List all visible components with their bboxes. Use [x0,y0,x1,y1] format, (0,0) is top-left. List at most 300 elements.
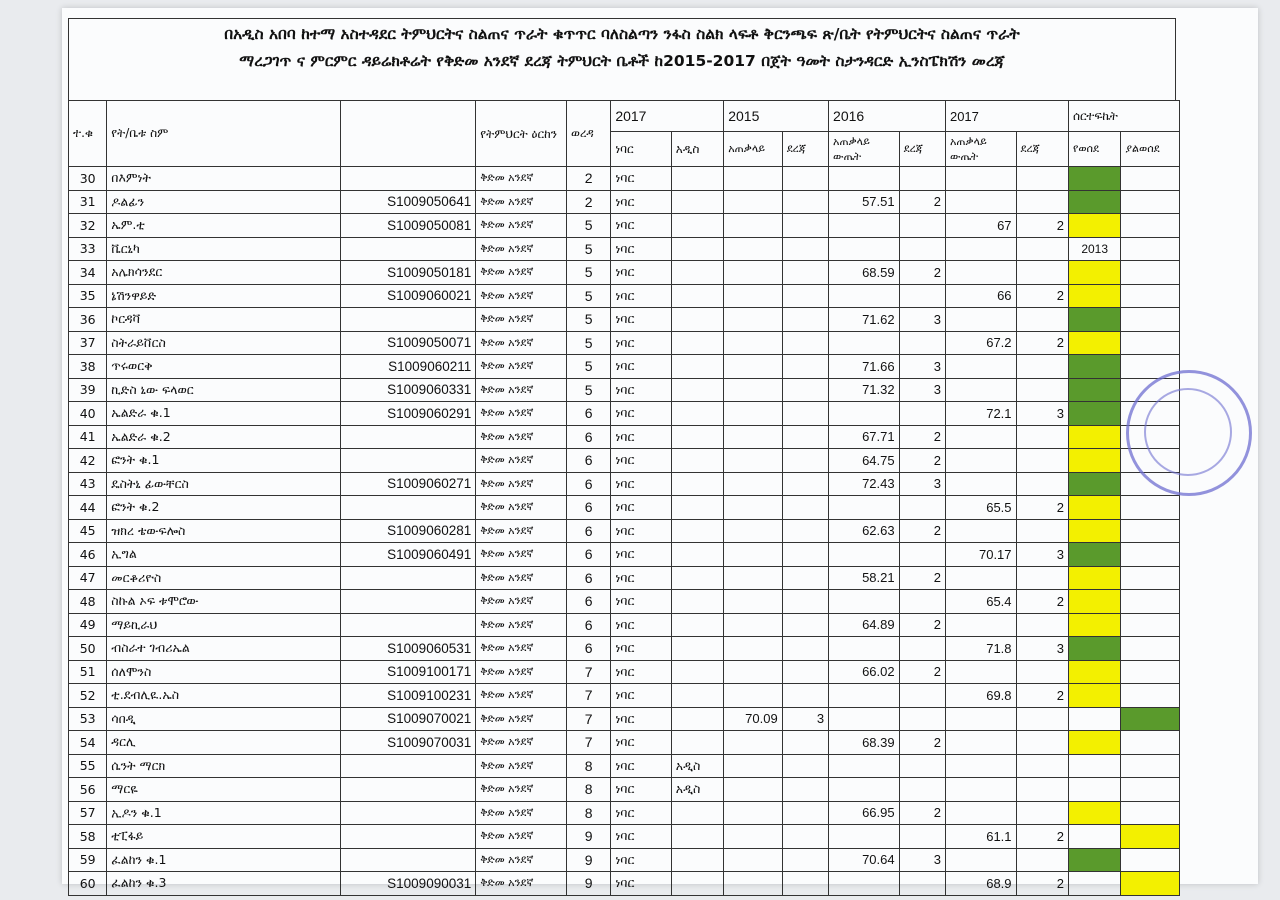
cell-rank-2017 [1016,167,1068,191]
cell-rank-2015 [782,731,828,755]
cell-status: ነባር [611,684,671,708]
cell-level: ቅድመ አንደኛ [476,543,567,567]
cell-no: 49 [69,613,107,637]
cell-level: ቅድመ አንደኛ [476,684,567,708]
cell-level: ቅድመ አንደኛ [476,355,567,379]
cell-score-2017 [945,190,1016,214]
cell-rank-2017: 2 [1016,496,1068,520]
cell-level: ቅድመ አንደኛ [476,590,567,614]
cell-score-2017 [945,778,1016,802]
cell-rank-2015 [782,378,828,402]
cell-status: ነባር [611,190,671,214]
cell-score-2017: 68.9 [945,872,1016,896]
cell-new [671,707,723,731]
cell-score-2015 [724,331,782,355]
cell-rank-2016: 2 [899,613,945,637]
cell-new [671,613,723,637]
cell-school-name: ዝክረ ቴውፍሎስ [107,519,341,543]
cell-new [671,214,723,238]
cell-cert-taken [1068,590,1120,614]
cell-status: ነባር [611,801,671,825]
cell-no: 40 [69,402,107,426]
cell-school-name: ቲ.ደብሊዪ.ኤስ [107,684,341,708]
cell-rank-2015 [782,472,828,496]
table-row [69,684,1180,708]
cell-score-2015 [724,684,782,708]
cell-woreda: 5 [566,308,610,332]
cell-score-2016: 71.66 [829,355,900,379]
cell-rank-2016: 2 [899,731,945,755]
cell-score-2015 [724,284,782,308]
cell-cert-taken [1068,402,1120,426]
cell-status: ነባር [611,284,671,308]
cell-status: ነባር [611,613,671,637]
cell-cert-taken [1068,707,1120,731]
cell-score-2016: 62.63 [829,519,900,543]
cell-rank-2015 [782,449,828,473]
cell-score-2016 [829,543,900,567]
cell-rank-2017 [1016,848,1068,872]
cell-cert-taken [1068,801,1120,825]
table-row [69,331,1180,355]
cell-no: 36 [69,308,107,332]
cell-score-2017: 66 [945,284,1016,308]
cell-rank-2016 [899,496,945,520]
cell-cert-not-taken [1121,778,1180,802]
title-line-1: በአዲስ አበባ ከተማ አስተዳደር ትምህርትና ስልጠና ጥራት ቁጥጥር ባለስልጣን ንፋስ ስልክ ላፍቶ ቅርንጫፍ ጽ/ቤት የትምህርትና ስልጠና ጥራት [224,25,1020,43]
cell-score-2017 [945,425,1016,449]
cell-status: ነባር [611,449,671,473]
cell-score-2015 [724,637,782,661]
table-row [69,707,1180,731]
cell-rank-2016: 2 [899,660,945,684]
cell-code [341,825,476,849]
cell-rank-2017: 2 [1016,684,1068,708]
header-2017-scores: 2017 [945,101,1068,132]
cell-rank-2015 [782,308,828,332]
cell-rank-2016: 2 [899,425,945,449]
cell-rank-2017 [1016,754,1068,778]
cell-no: 52 [69,684,107,708]
cell-new: አዲስ [671,754,723,778]
cell-score-2015 [724,449,782,473]
cell-no: 39 [69,378,107,402]
cell-score-2015 [724,190,782,214]
cell-status: ነባር [611,472,671,496]
cell-school-name: ስኩል ኦፍ ቱሞሮው [107,590,341,614]
cell-rank-2017: 2 [1016,284,1068,308]
cell-rank-2015 [782,190,828,214]
cell-score-2015 [724,872,782,896]
cell-score-2015 [724,425,782,449]
cell-woreda: 2 [566,190,610,214]
cell-no: 59 [69,848,107,872]
cell-score-2017 [945,167,1016,191]
cell-cert-taken: 2013 [1068,237,1120,261]
cell-rank-2015 [782,167,828,191]
cell-cert-not-taken [1121,496,1180,520]
cell-school-name: ፈልከን ቁ.1 [107,848,341,872]
cell-no: 34 [69,261,107,285]
cell-woreda: 5 [566,331,610,355]
cell-status: ነባር [611,378,671,402]
cell-code: S1009060331 [341,378,476,402]
cell-no: 32 [69,214,107,238]
cell-score-2017 [945,707,1016,731]
cell-no: 41 [69,425,107,449]
cell-no: 50 [69,637,107,661]
cell-score-2016: 71.62 [829,308,900,332]
table-row [69,613,1180,637]
cell-score-2016 [829,590,900,614]
table-row [69,449,1180,473]
cell-rank-2015 [782,684,828,708]
cell-new [671,519,723,543]
cell-no: 45 [69,519,107,543]
cell-new [671,355,723,379]
cell-level: ቅድመ አንደኛ [476,707,567,731]
cell-code: S1009100231 [341,684,476,708]
cell-rank-2016: 3 [899,378,945,402]
cell-cert-not-taken [1121,190,1180,214]
cell-code [341,237,476,261]
cell-no: 47 [69,566,107,590]
header-taken: የወሰደ [1068,132,1120,167]
cell-code [341,167,476,191]
cell-score-2017: 65.4 [945,590,1016,614]
cell-school-name: ኪድስ ኒው ፍላወር [107,378,341,402]
cell-no: 54 [69,731,107,755]
cell-rank-2017 [1016,801,1068,825]
table-row [69,308,1180,332]
cell-rank-2017 [1016,425,1068,449]
cell-cert-taken [1068,613,1120,637]
cell-score-2015 [724,308,782,332]
cell-no: 55 [69,754,107,778]
cell-new [671,308,723,332]
cell-level: ቅድመ አንደኛ [476,637,567,661]
cell-cert-not-taken [1121,731,1180,755]
table-row [69,284,1180,308]
table-row [69,848,1180,872]
cell-school-name: ማርዬ [107,778,341,802]
cell-new [671,660,723,684]
cell-new [671,378,723,402]
cell-score-2015 [724,778,782,802]
cell-new [671,848,723,872]
cell-score-2015 [724,848,782,872]
cell-new [671,402,723,426]
cell-rank-2017: 2 [1016,214,1068,238]
cell-new [671,237,723,261]
cell-no: 57 [69,801,107,825]
cell-rank-2016 [899,167,945,191]
cell-new [671,449,723,473]
cell-no: 46 [69,543,107,567]
cell-cert-taken [1068,637,1120,661]
header-2017-status: 2017 [611,101,724,132]
cell-score-2017 [945,449,1016,473]
cell-code: S1009050181 [341,261,476,285]
cell-woreda: 6 [566,566,610,590]
cell-woreda: 6 [566,496,610,520]
cell-status: ነባር [611,637,671,661]
header-no: ተ.ቁ [69,101,107,167]
cell-status: ነባር [611,825,671,849]
cell-score-2016 [829,331,900,355]
header-total-2017: አጠቃላይ ውጤት [945,132,1016,167]
cell-woreda: 6 [566,613,610,637]
cell-rank-2015 [782,825,828,849]
cell-new [671,731,723,755]
cell-score-2017 [945,519,1016,543]
cell-status: ነባር [611,778,671,802]
cell-score-2017: 72.1 [945,402,1016,426]
cell-cert-not-taken [1121,872,1180,896]
cell-woreda: 7 [566,684,610,708]
cell-score-2015 [724,590,782,614]
cell-no: 33 [69,237,107,261]
cell-score-2015 [724,472,782,496]
cell-rank-2017 [1016,355,1068,379]
table-row [69,167,1180,191]
cell-cert-not-taken [1121,637,1180,661]
cell-score-2017 [945,355,1016,379]
cell-woreda: 6 [566,637,610,661]
cell-no: 48 [69,590,107,614]
cell-no: 58 [69,825,107,849]
cell-score-2016 [829,872,900,896]
document-title [68,18,1176,100]
cell-cert-taken [1068,872,1120,896]
cell-rank-2016: 2 [899,801,945,825]
cell-status: ነባር [611,237,671,261]
cell-score-2017 [945,848,1016,872]
cell-status: ነባር [611,848,671,872]
cell-rank-2015 [782,425,828,449]
table-row [69,496,1180,520]
cell-score-2016: 57.51 [829,190,900,214]
cell-rank-2017: 3 [1016,402,1068,426]
cell-level: ቅድመ አንደኛ [476,378,567,402]
cell-status: ነባር [611,355,671,379]
cell-rank-2016 [899,214,945,238]
cell-rank-2015 [782,261,828,285]
cell-level: ቅድመ አንደኛ [476,425,567,449]
cell-code: S1009060271 [341,472,476,496]
cell-new [671,801,723,825]
cell-code [341,848,476,872]
cell-new: አዲስ [671,778,723,802]
cell-cert-taken [1068,566,1120,590]
cell-status: ነባር [611,425,671,449]
cell-rank-2017 [1016,707,1068,731]
cell-score-2015 [724,613,782,637]
header-rank-2017: ደረጃ [1016,132,1068,167]
cell-code: S1009060021 [341,284,476,308]
cell-rank-2017: 2 [1016,872,1068,896]
cell-score-2017 [945,237,1016,261]
cell-rank-2015 [782,237,828,261]
cell-score-2016: 66.95 [829,801,900,825]
cell-cert-taken [1068,754,1120,778]
cell-status: ነባር [611,872,671,896]
cell-no: 60 [69,872,107,896]
cell-rank-2017 [1016,778,1068,802]
cell-code: S1009070021 [341,707,476,731]
cell-rank-2016 [899,872,945,896]
cell-cert-not-taken [1121,167,1180,191]
cell-code: S1009070031 [341,731,476,755]
cell-rank-2015 [782,590,828,614]
header-not-taken: ያልወሰደ [1121,132,1180,167]
cell-woreda: 6 [566,425,610,449]
cell-code [341,613,476,637]
cell-score-2017 [945,754,1016,778]
cell-level: ቅድመ አንደኛ [476,801,567,825]
table-row [69,237,1180,261]
cell-score-2016: 71.32 [829,378,900,402]
cell-score-2016: 58.21 [829,566,900,590]
cell-school-name: ብስራተ ገብሪኤል [107,637,341,661]
cell-woreda: 6 [566,472,610,496]
cell-cert-taken [1068,472,1120,496]
cell-woreda: 5 [566,261,610,285]
header-rank-2016: ደረጃ [899,132,945,167]
cell-school-name: ኔሽንዋይድ [107,284,341,308]
cell-new [671,543,723,567]
cell-code: S1009100171 [341,660,476,684]
cell-rank-2017 [1016,378,1068,402]
header-code [341,101,476,167]
title-line-2: ማረጋገጥ ና ምርምር ዳይሬክቶሬት የቅድመ አንደኛ ደረጃ ትምህርት ቤቶች ከ2015-2017 በጀት ዓመት ስታንዳርድ ኢንስፔክሽን መረጃ [239,52,1005,70]
table-row [69,590,1180,614]
cell-score-2016 [829,284,900,308]
cell-score-2016: 66.02 [829,660,900,684]
cell-rank-2016: 2 [899,566,945,590]
cell-score-2017 [945,472,1016,496]
cell-rank-2017 [1016,519,1068,543]
cell-rank-2015 [782,778,828,802]
header-old: ነባር [611,132,671,167]
cell-level: ቅድመ አንደኛ [476,566,567,590]
cell-rank-2016 [899,402,945,426]
cell-score-2017 [945,566,1016,590]
cell-score-2017 [945,731,1016,755]
cell-code: S1009050071 [341,331,476,355]
cell-woreda: 8 [566,754,610,778]
cell-rank-2017 [1016,237,1068,261]
cell-rank-2016 [899,590,945,614]
cell-rank-2015: 3 [782,707,828,731]
cell-rank-2015 [782,355,828,379]
cell-code: S1009060531 [341,637,476,661]
cell-new [671,684,723,708]
cell-no: 42 [69,449,107,473]
cell-code: S1009050641 [341,190,476,214]
cell-level: ቅድመ አንደኛ [476,519,567,543]
cell-woreda: 6 [566,449,610,473]
cell-school-name: ጥሩወርቅ [107,355,341,379]
cell-score-2015 [724,355,782,379]
cell-status: ነባር [611,519,671,543]
cell-score-2015 [724,496,782,520]
table-row [69,754,1180,778]
cell-status: ነባር [611,660,671,684]
cell-cert-not-taken [1121,707,1180,731]
table-row [69,660,1180,684]
cell-level: ቅድመ አንደኛ [476,825,567,849]
cell-status: ነባር [611,566,671,590]
cell-rank-2016 [899,237,945,261]
cell-score-2017 [945,308,1016,332]
table-row [69,731,1180,755]
cell-level: ቅድመ አንደኛ [476,660,567,684]
cell-score-2016: 70.64 [829,848,900,872]
cell-cert-not-taken [1121,284,1180,308]
table-row [69,778,1180,802]
cell-score-2016 [829,825,900,849]
cell-rank-2017: 2 [1016,590,1068,614]
cell-cert-not-taken [1121,543,1180,567]
cell-woreda: 8 [566,801,610,825]
cell-cert-taken [1068,825,1120,849]
cell-score-2016 [829,402,900,426]
cell-woreda: 9 [566,872,610,896]
cell-woreda: 9 [566,825,610,849]
table-body [69,167,1180,896]
cell-school-name: ፎንት ቁ.1 [107,449,341,473]
cell-new [671,637,723,661]
cell-cert-not-taken [1121,261,1180,285]
cell-rank-2016 [899,543,945,567]
cell-new [671,825,723,849]
cell-score-2016 [829,684,900,708]
cell-rank-2016 [899,754,945,778]
cell-school-name: ኢዶን ቁ.1 [107,801,341,825]
cell-woreda: 7 [566,731,610,755]
cell-new [671,167,723,191]
cell-score-2016: 67.71 [829,425,900,449]
cell-cert-taken [1068,214,1120,238]
cell-code [341,496,476,520]
cell-rank-2016 [899,778,945,802]
cell-cert-taken [1068,731,1120,755]
cell-status: ነባር [611,590,671,614]
cell-woreda: 7 [566,707,610,731]
cell-school-name: ቲፒፋይ [107,825,341,849]
table-row [69,801,1180,825]
cell-level: ቅድመ አንደኛ [476,778,567,802]
cell-score-2017 [945,261,1016,285]
cell-status: ነባር [611,167,671,191]
cell-score-2016 [829,637,900,661]
cell-code [341,425,476,449]
cell-no: 30 [69,167,107,191]
cell-score-2017: 65.5 [945,496,1016,520]
cell-score-2016 [829,237,900,261]
cell-cert-not-taken [1121,519,1180,543]
cell-level: ቅድመ አንደኛ [476,613,567,637]
cell-school-name: ቬርኒካ [107,237,341,261]
cell-score-2017: 69.8 [945,684,1016,708]
cell-score-2015 [724,801,782,825]
table-row [69,355,1180,379]
cell-status: ነባር [611,496,671,520]
cell-status: ነባር [611,731,671,755]
cell-no: 31 [69,190,107,214]
cell-new [671,331,723,355]
